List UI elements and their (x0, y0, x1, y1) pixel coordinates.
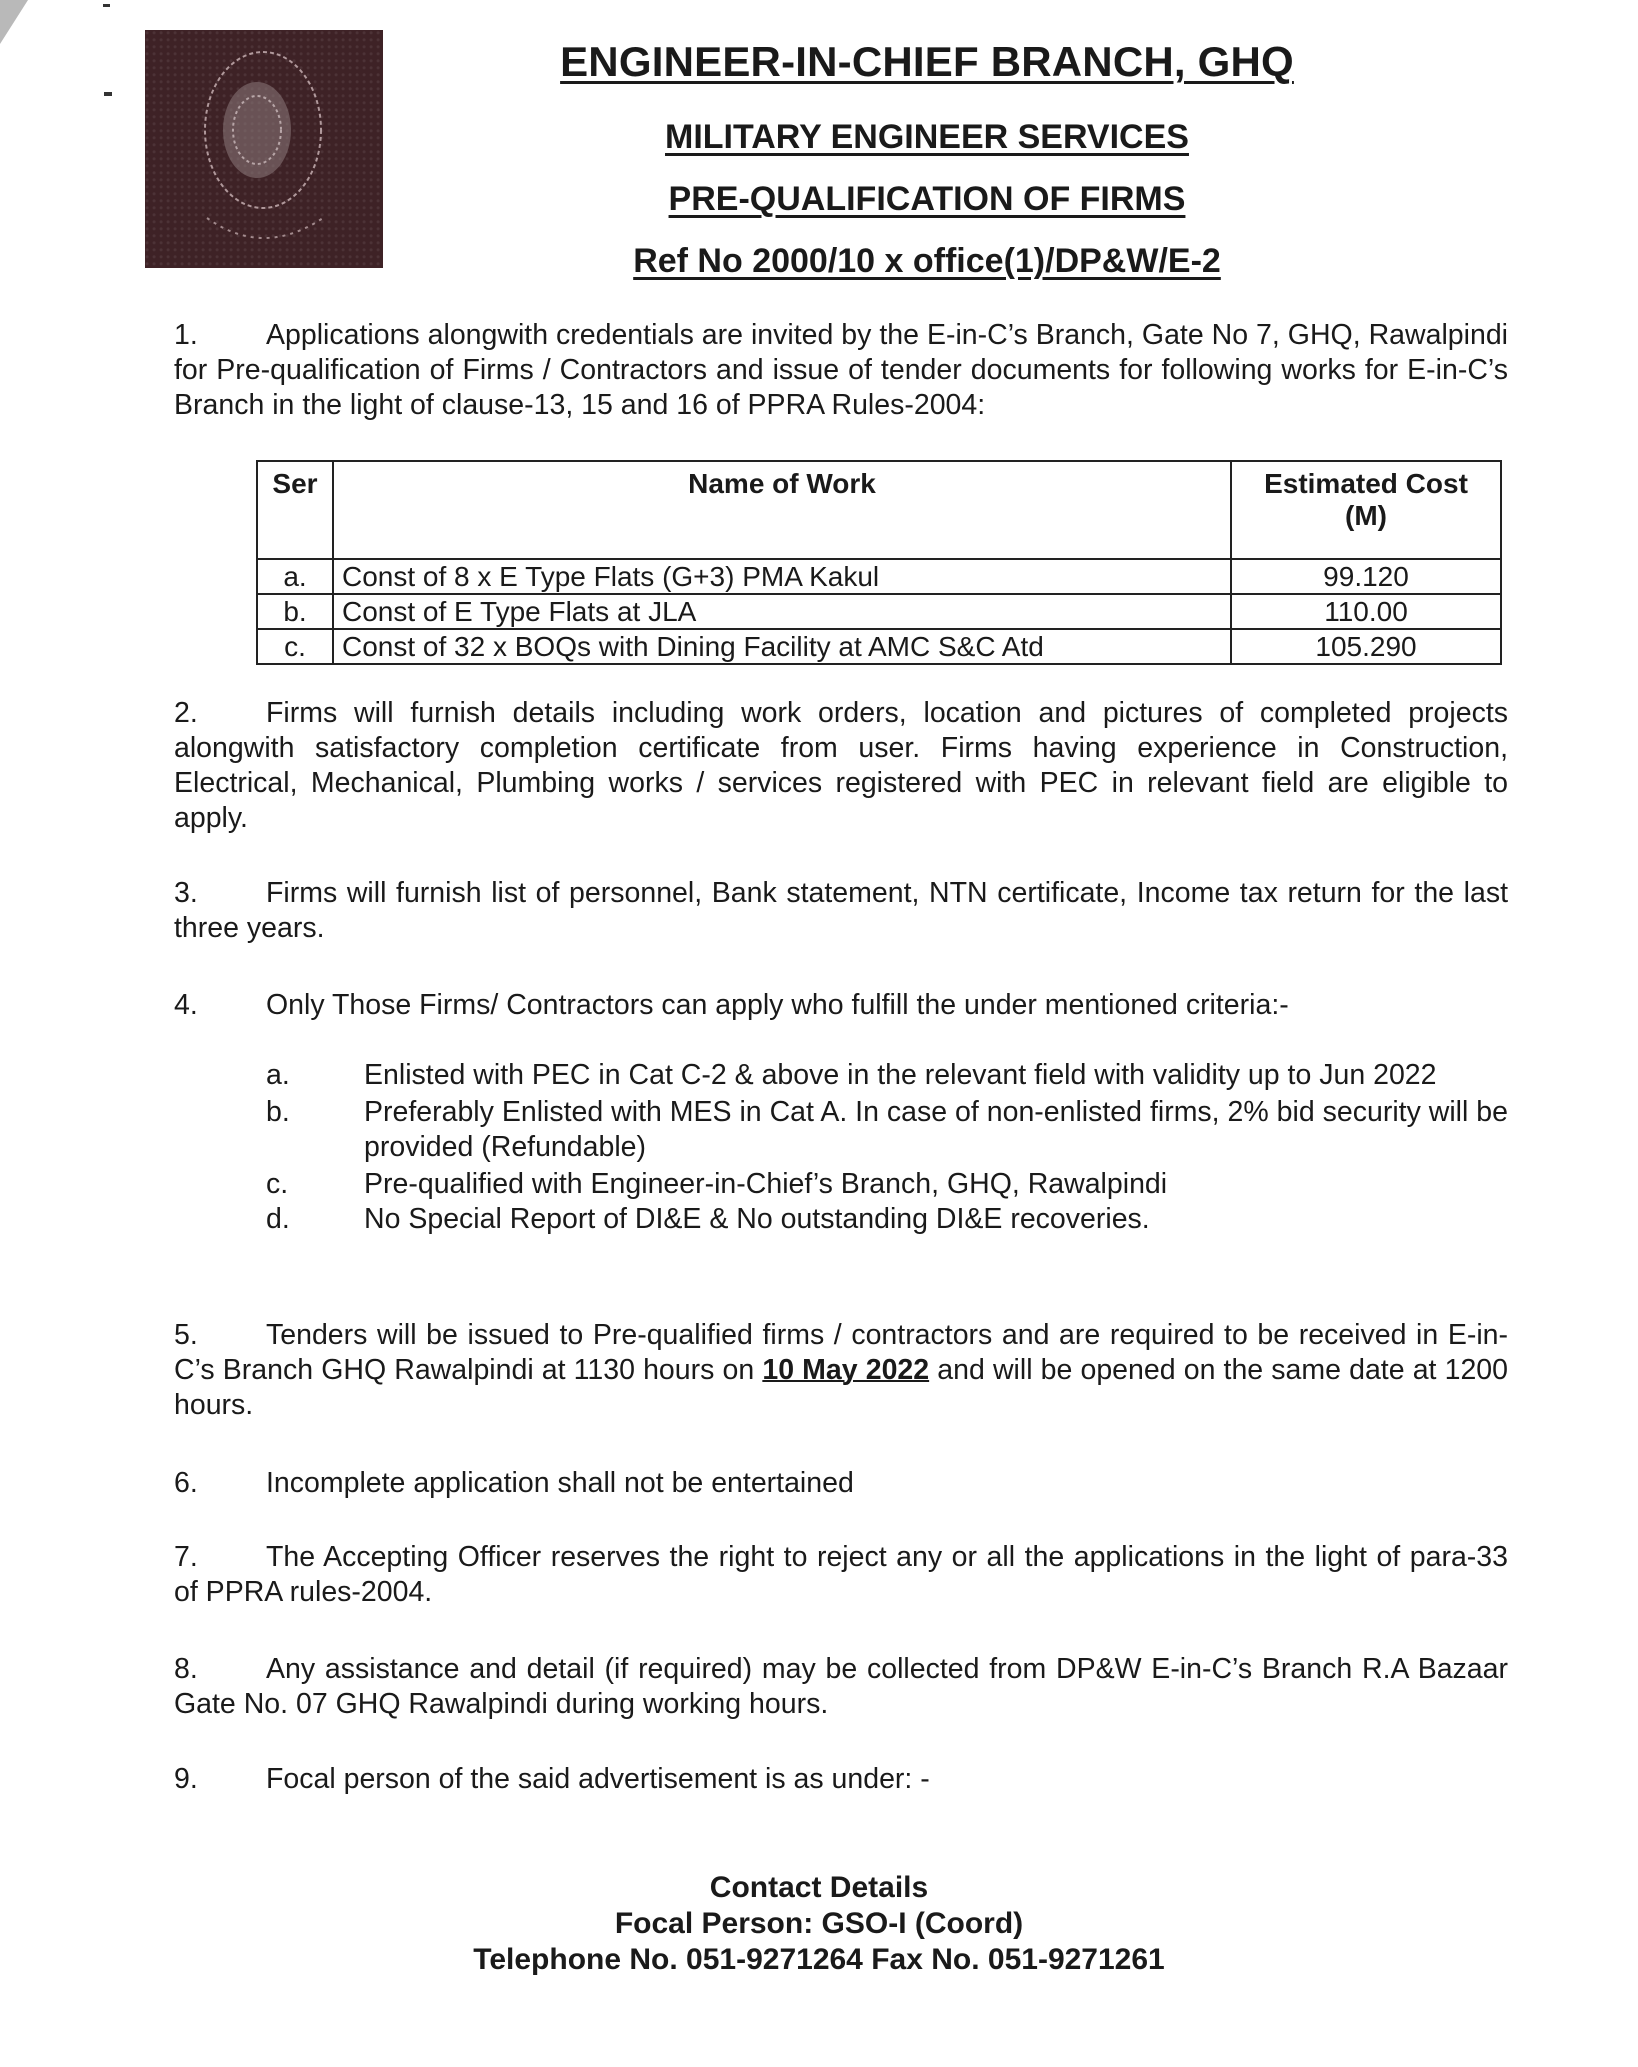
paragraph-text: Tenders will be issued to Pre-qualified firms / contractors and are required to be received in E-in-C’s Branch GHQ Rawalpindi at 1130 hours on (174, 1319, 1508, 1386)
paragraph-text: Firms will furnish list of personnel, Bank statement, NTN certificate, Income tax return for the last three years. (174, 877, 1508, 944)
paragraph-text-continued: and will be opened on the same date at 1200 hours. (174, 1354, 1508, 1421)
works-table (256, 460, 1502, 665)
criteria-item (266, 1167, 1508, 1202)
submission-date: 10 May 2022 (762, 1354, 930, 1386)
reference-number: Ref No 2000/10 x office(1)/DP&W/E-2 (633, 242, 1221, 280)
criteria-item (266, 1202, 1508, 1237)
criteria-label: b. (266, 1096, 290, 1128)
header-estimated-cost: Estimated Cost (M) (1231, 461, 1501, 559)
paragraph-number: 5. (174, 1319, 198, 1351)
cell-name: Const of E Type Flats at JLA (333, 594, 1231, 629)
criteria-list (266, 1058, 1508, 1237)
paragraph-text: Incomplete application shall not be entertained (266, 1467, 854, 1499)
paragraph-6 (174, 1466, 1508, 1501)
cell-cost: 110.00 (1231, 594, 1501, 629)
paragraph-number: 7. (174, 1541, 198, 1573)
paragraph-text: Applications alongwith credentials are invited by the E-in-C’s Branch, Gate No 7, GHQ, Rawalpindi for Pre-qualification of Firms / Contractors and issue of tender documents for following works for E-in-C’s Branch in the light of clause-13, 15 and 16 of PPRA Rules-2004: (174, 319, 1508, 421)
paragraph-8 (174, 1652, 1508, 1722)
table-row (257, 559, 1501, 594)
cell-cost: 99.120 (1231, 559, 1501, 594)
paragraph-5 (174, 1318, 1508, 1423)
scan-speck (103, 4, 110, 7)
service-title: MILITARY ENGINEER SERVICES (665, 118, 1189, 156)
criteria-label: a. (266, 1059, 290, 1091)
criteria-item (266, 1058, 1508, 1093)
table-header-row (257, 461, 1501, 559)
paragraph-number: 8. (174, 1653, 198, 1685)
paragraph-1 (174, 318, 1508, 423)
paragraph-number: 1. (174, 319, 198, 351)
paragraph-7 (174, 1540, 1508, 1610)
header-ser: Ser (257, 461, 333, 559)
criteria-item (266, 1095, 1508, 1165)
subject-title: PRE-QUALIFICATION OF FIRMS (668, 180, 1186, 218)
paragraph-text: Any assistance and detail (if required) may be collected from DP&W E-in-C’s Branch R.A Bazaar Gate No. 07 GHQ Rawalpindi during working hours. (174, 1653, 1508, 1720)
paragraph-number: 2. (174, 697, 198, 729)
criteria-text: Pre-qualified with Engineer-in-Chief’s Branch, GHQ, Rawalpindi (364, 1168, 1168, 1200)
header-name-of-work: Name of Work (333, 461, 1231, 559)
cell-cost: 105.290 (1231, 629, 1501, 664)
criteria-text: Preferably Enlisted with MES in Cat A. In case of non-enlisted firms, 2% bid security will be provided (Refundable) (364, 1096, 1508, 1163)
cell-name: Const of 8 x E Type Flats (G+3) PMA Kakul (333, 559, 1231, 594)
criteria-text: No Special Report of DI&E & No outstanding DI&E recoveries. (364, 1203, 1150, 1235)
criteria-label: d. (266, 1203, 290, 1235)
contact-details (0, 1870, 1638, 1978)
paragraph-text: The Accepting Officer reserves the right to reject any or all the applications in the light of para-33 of PPRA rules-2004. (174, 1541, 1508, 1608)
table-row (257, 594, 1501, 629)
paragraph-text: Focal person of the said advertisement is as under: - (266, 1763, 930, 1795)
paragraph-number: 6. (174, 1467, 198, 1499)
criteria-label: c. (266, 1168, 289, 1200)
contact-phones: Telephone No. 051-9271264 Fax No. 051-9271261 (473, 1943, 1165, 1976)
org-title: ENGINEER-IN-CHIEF BRANCH, GHQ (560, 38, 1294, 85)
cell-name: Const of 32 x BOQs with Dining Facility at AMC S&C Atd (333, 629, 1231, 664)
cell-ser: c. (257, 629, 333, 664)
criteria-text: Enlisted with PEC in Cat C-2 & above in the relevant field with validity up to Jun 2022 (364, 1059, 1437, 1091)
paragraph-9 (174, 1762, 1508, 1797)
paragraph-text: Firms will furnish details including work orders, location and pictures of completed projects alongwith satisfactory completion certificate from user. Firms having experience in Construction, Electrical, Mechanical, Plumbing works / services registered with PEC in relevant field are eligible to apply. (174, 697, 1508, 834)
paragraph-2 (174, 696, 1508, 836)
paragraph-number: 9. (174, 1763, 198, 1795)
cell-ser: b. (257, 594, 333, 629)
paragraph-3 (174, 876, 1508, 946)
contact-title: Contact Details (709, 1871, 929, 1904)
cell-ser: a. (257, 559, 333, 594)
paragraph-number: 4. (174, 989, 198, 1021)
scan-speck (104, 92, 112, 96)
paragraph-4 (174, 988, 1508, 1023)
paragraph-number: 3. (174, 877, 198, 909)
table-row (257, 629, 1501, 664)
paragraph-text: Only Those Firms/ Contractors can apply who fulfill the under mentioned criteria:- (266, 989, 1289, 1021)
focal-person: Focal Person: GSO-I (Coord) (614, 1907, 1024, 1940)
